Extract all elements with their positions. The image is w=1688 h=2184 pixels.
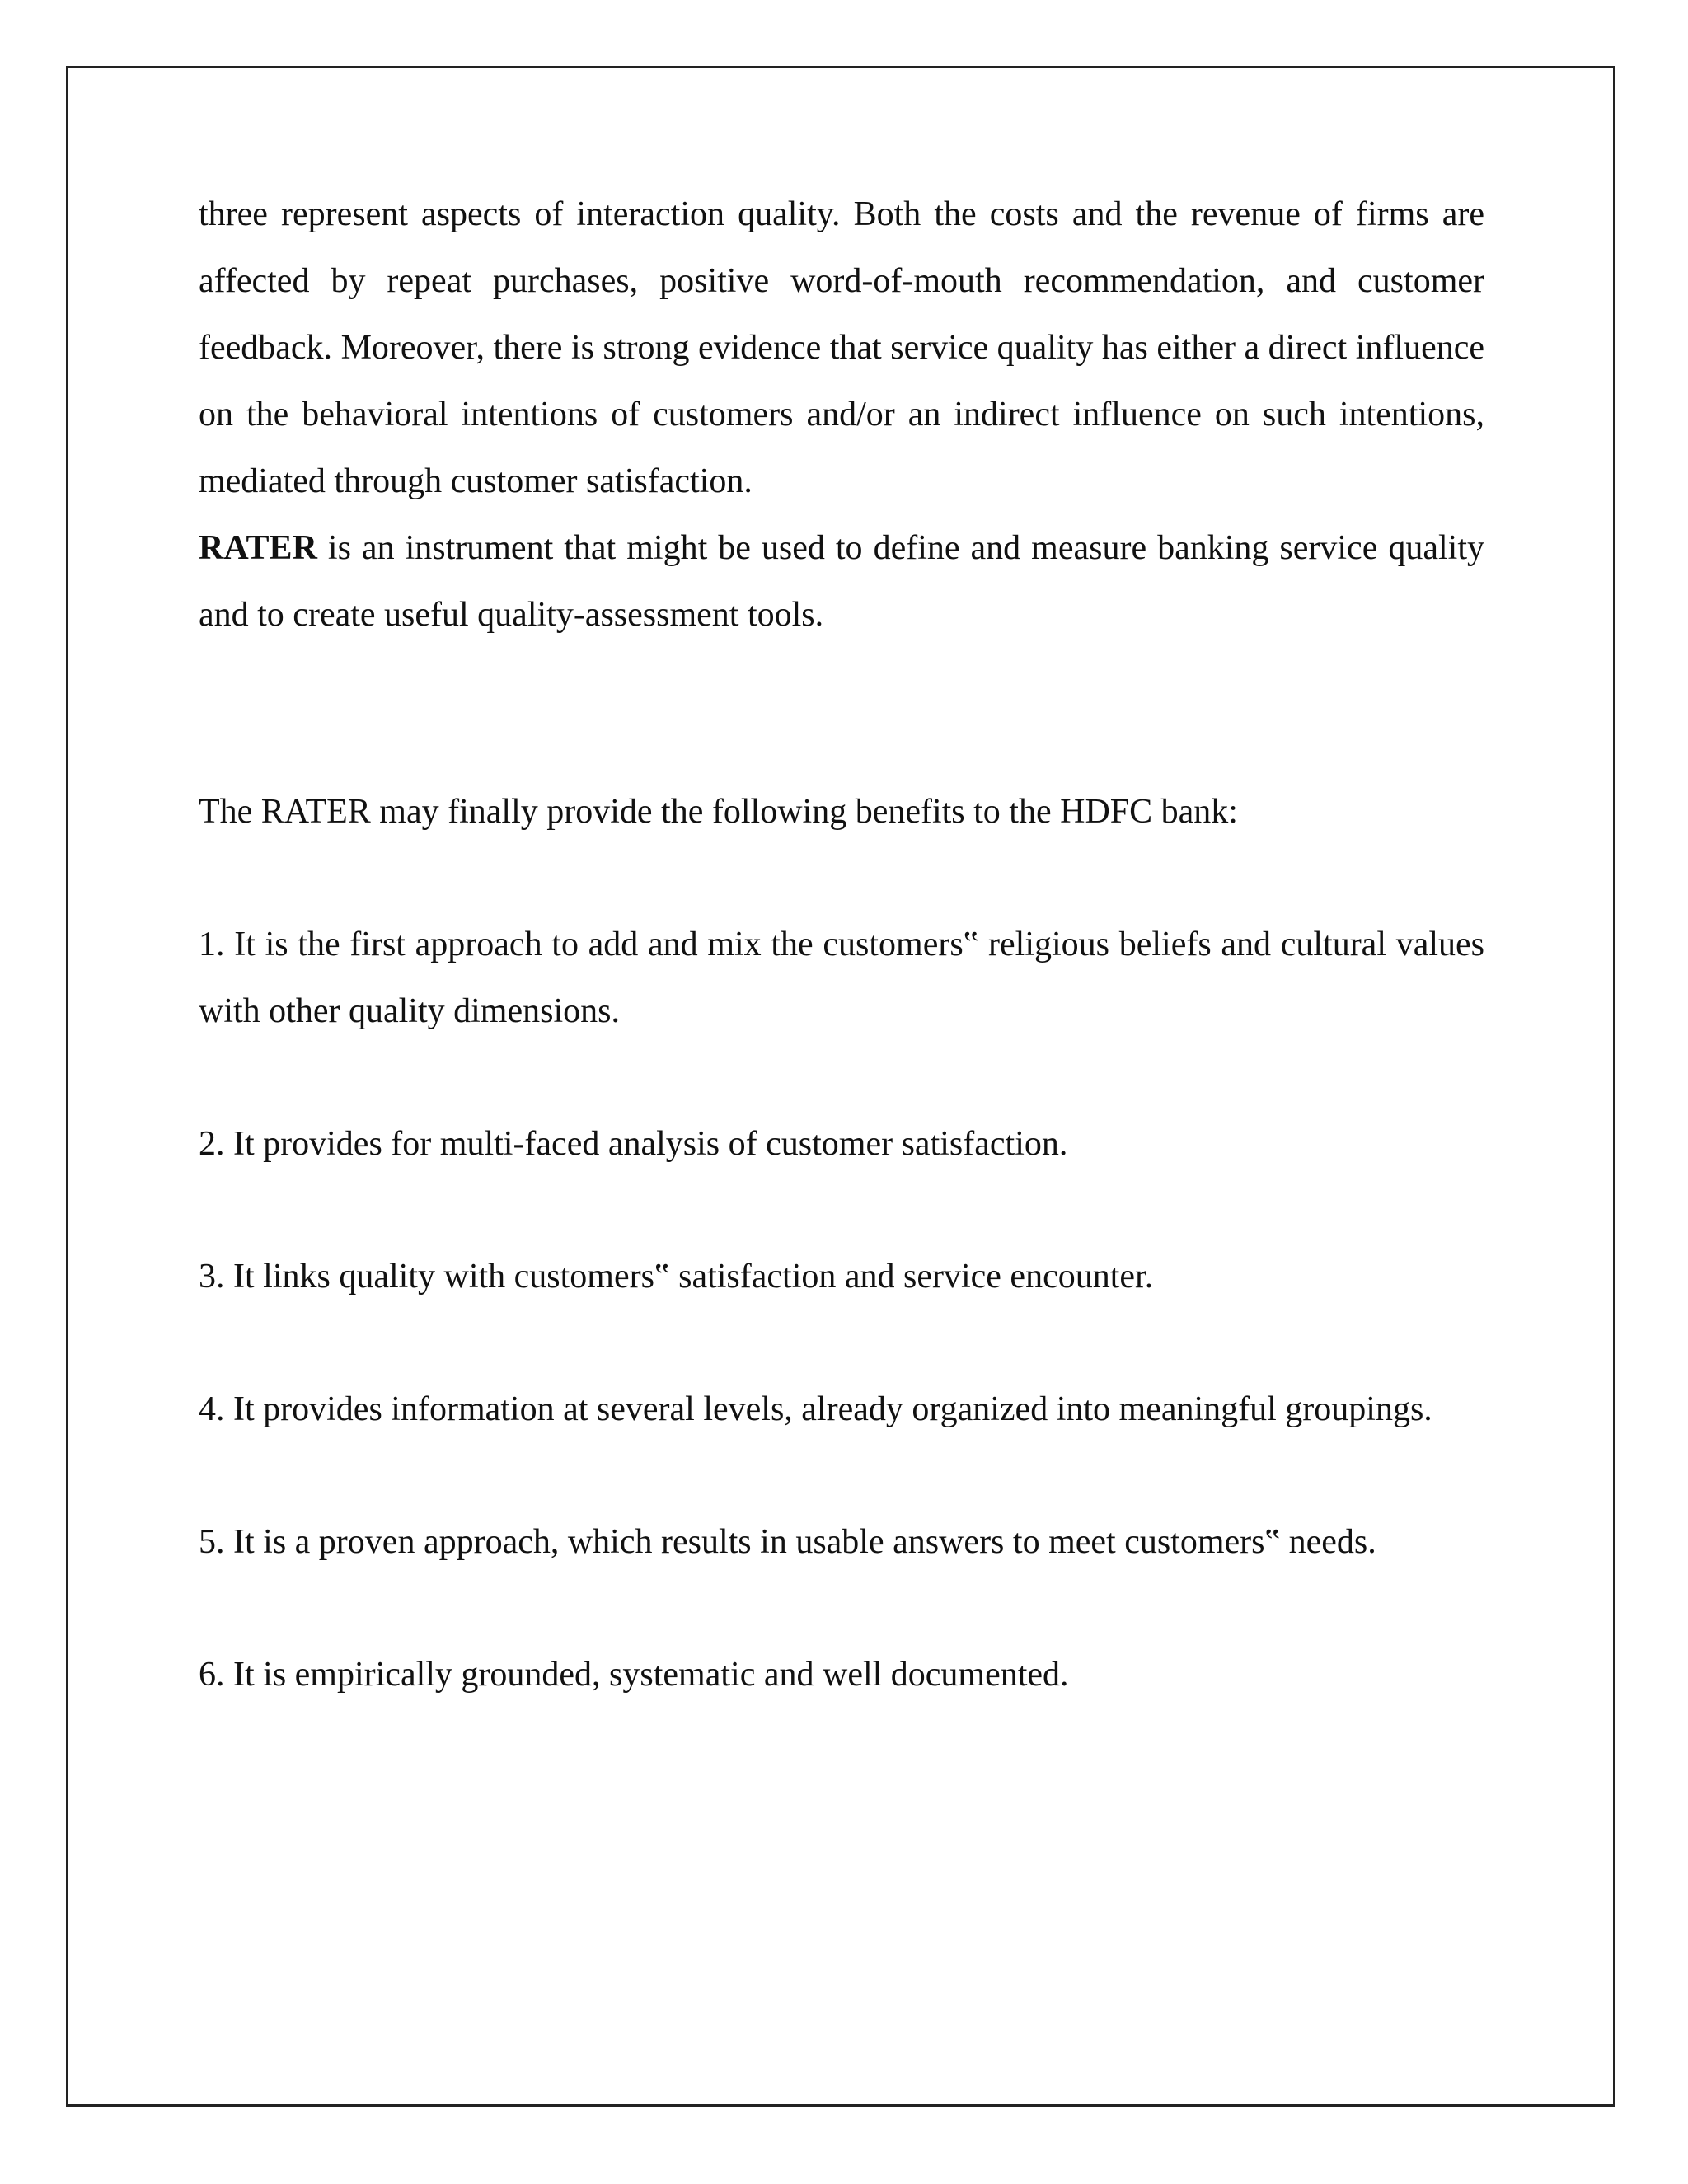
benefit-item-6: 6. It is empirically grounded, systematic and well documented. bbox=[199, 1656, 1069, 1694]
benefit-item-4: 4. It provides information at several levels, already organized into meaningful groupings. bbox=[199, 1390, 1432, 1428]
spacer bbox=[199, 649, 1484, 779]
spacer bbox=[199, 1576, 1484, 1642]
spacer bbox=[199, 846, 1484, 912]
spacer bbox=[199, 1443, 1484, 1509]
benefit-item-1: 1. It is the first approach to add and mix the customers‟ religious beliefs and cultural values with other quality dimensions. bbox=[199, 926, 1484, 1030]
intro-paragraph: three represent aspects of interaction quality. Both the costs and the revenue of firms are affected by repeat purchases, positive word-of-mouth recommendation, and customer feedback. Moreover, there is strong evidence that service quality has either a direct influence on the behavioral intentions of customers and/or an indirect influence on such intentions, mediated through customer satisfaction. bbox=[199, 195, 1484, 500]
rater-description: is an instrument that might be used to define and measure banking service quality and to create useful quality-assessment tools. bbox=[199, 529, 1484, 634]
spacer bbox=[199, 1178, 1484, 1244]
document-body bbox=[199, 181, 1484, 1708]
benefit-item-2: 2. It provides for multi-faced analysis of customer satisfaction. bbox=[199, 1125, 1068, 1163]
rater-paragraph bbox=[199, 515, 1484, 649]
benefit-item-3: 3. It links quality with customers‟ satisfaction and service encounter. bbox=[199, 1258, 1154, 1296]
benefits-heading: The RATER may finally provide the following benefits to the HDFC bank: bbox=[199, 793, 1238, 831]
spacer bbox=[199, 1045, 1484, 1111]
benefit-item-5: 5. It is a proven approach, which results in usable answers to meet customers‟ needs. bbox=[199, 1523, 1376, 1561]
spacer bbox=[199, 1310, 1484, 1376]
rater-term: RATER bbox=[199, 529, 317, 567]
